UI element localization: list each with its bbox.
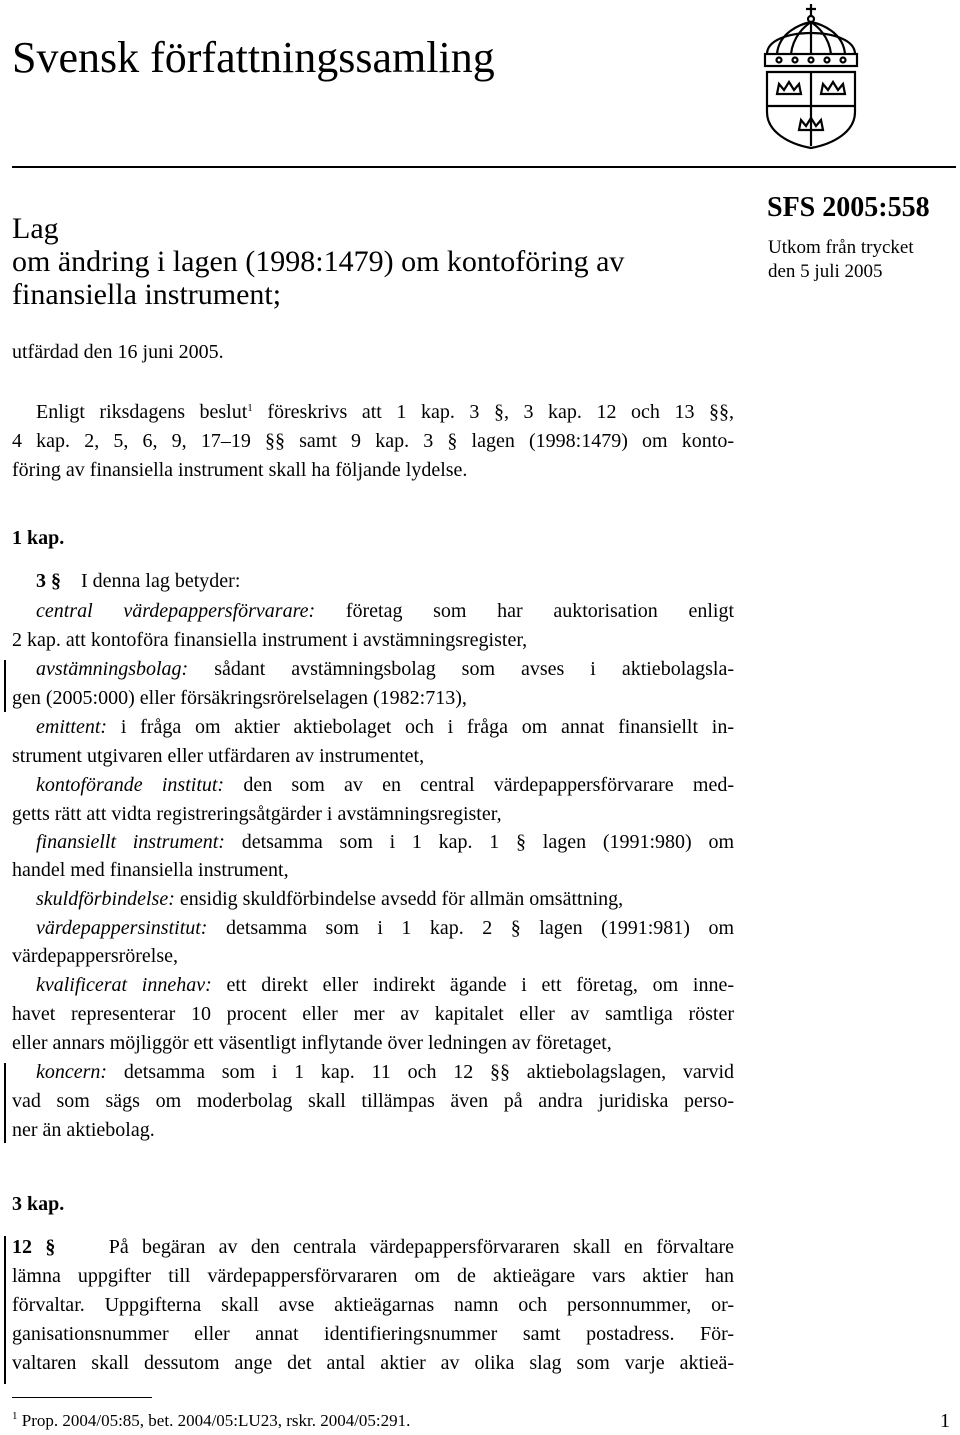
definition-text: ensidig skuldförbindelse avsedd för allmän omsättning, xyxy=(179,888,624,910)
definition-line xyxy=(36,914,734,943)
definition-term: avstämningsbolag: xyxy=(36,658,189,680)
sfs-number: SFS 2005:558 xyxy=(767,192,930,223)
definition-text: ett direkt eller indirekt ägande i ett företag, om inne- xyxy=(226,974,735,996)
definition-term: emittent: xyxy=(36,716,108,738)
change-bar xyxy=(4,1236,6,1384)
section-text: På begäran av den centrala värdepappersförvararen skall en förvaltare xyxy=(108,1236,734,1258)
definition-term: finansiellt instrument: xyxy=(36,831,225,853)
definition-line: havet representerar 10 procent eller mer av kapitalet eller av samtliga röster xyxy=(12,1003,734,1025)
preamble-text: Enligt riksdagens beslut xyxy=(36,401,248,423)
definition-line xyxy=(36,597,734,626)
change-bar xyxy=(4,1063,6,1143)
definition-term: kontoförande institut: xyxy=(36,774,225,796)
definition-term: central värdepappersförvarare: xyxy=(36,600,316,622)
definition-line: värdepappersrörelse, xyxy=(12,945,179,967)
definition-line xyxy=(36,885,734,914)
section-intro-text: I denna lag betyder: xyxy=(81,570,241,592)
preamble-line: föring av finansiella instrument skall ha följande lydelse. xyxy=(12,459,468,481)
law-title xyxy=(12,212,624,311)
definition-term: koncern: xyxy=(36,1061,108,1083)
law-title-line: Lag xyxy=(12,212,59,245)
definition-text: detsamma som i 1 kap. 1 § lagen (1991:980) om xyxy=(241,831,735,853)
chapter-heading: 3 kap. xyxy=(12,1193,65,1215)
law-title-line: finansiella instrument; xyxy=(12,278,282,311)
published-line: Utkom från trycket xyxy=(768,237,914,258)
footnote-reference[interactable]: 1 xyxy=(247,402,253,414)
definition-line: eller annars möjliggör ett väsentligt inflytande över ledningen av företaget, xyxy=(12,1032,612,1054)
definition-line: gen (2005:000) eller försäkringsrörelselagen (1982:713), xyxy=(12,687,467,709)
section-number: 12 § xyxy=(12,1236,56,1258)
preamble-line xyxy=(36,398,734,427)
header-divider xyxy=(12,166,956,168)
definition-line xyxy=(36,1058,734,1087)
definition-line xyxy=(36,828,734,857)
definition-line xyxy=(36,971,734,1000)
preamble-text: föreskrivs att 1 kap. 3 §, 3 kap. 12 och 13 §§, xyxy=(252,401,734,423)
footnote-divider xyxy=(12,1397,152,1398)
change-bar xyxy=(4,660,6,712)
swedish-coat-of-arms-crown-icon xyxy=(757,2,865,150)
publication-title: Svensk författningssamling xyxy=(12,33,495,82)
definition-term: skuldförbindelse: xyxy=(36,888,175,910)
footnote xyxy=(12,1410,410,1432)
published-line: den 5 juli 2005 xyxy=(768,261,883,282)
definition-line: 2 kap. att kontoföra finansiella instrument i avstämningsregister, xyxy=(12,629,528,651)
section-line: lämna uppgifter till värdepappersförvararen om de aktieägare vars aktier han xyxy=(12,1265,734,1287)
definition-line: getts rätt att vidta registreringsåtgärder i avstämningsregister, xyxy=(12,803,502,825)
definition-term: värdepappersinstitut: xyxy=(36,917,208,939)
definition-line xyxy=(36,713,734,742)
section-number: 3 § xyxy=(36,570,61,592)
definition-text: detsamma som i 1 kap. 2 § lagen (1991:981) om xyxy=(225,917,734,939)
section-line: förvaltar. Uppgifterna skall avse aktieägarnas namn och personnummer, or- xyxy=(12,1294,734,1316)
definition-text: sådant avstämningsbolag som avses i aktiebolagsla- xyxy=(214,658,734,680)
definition-line: ner än aktiebolag. xyxy=(12,1119,155,1141)
footnote-text: Prop. 2004/05:85, bet. 2004/05:LU23, rskr. 2004/05:291. xyxy=(17,1411,411,1430)
definition-text: i fråga om aktier aktiebolaget och i fråga om annat finansiellt in- xyxy=(120,716,735,738)
footnote-mark: 1 xyxy=(12,1410,18,1422)
definition-line xyxy=(36,655,734,684)
section-line xyxy=(12,1233,734,1262)
definition-text: företag som har auktorisation enligt xyxy=(345,600,735,622)
issued-date: utfärdad den 16 juni 2005. xyxy=(12,341,224,363)
publication-date xyxy=(768,236,914,284)
preamble-line: 4 kap. 2, 5, 6, 9, 17–19 §§ samt 9 kap. 3 § lagen (1998:1479) om konto- xyxy=(12,430,734,452)
chapter-heading: 1 kap. xyxy=(12,527,65,549)
section-line: valtaren skall dessutom ange det antal aktier av olika slag som varje aktieä- xyxy=(12,1352,734,1374)
definition-line: handel med finansiella instrument, xyxy=(12,859,289,881)
definition-line: vad som sägs om moderbolag skall tillämpas även på andra juridiska perso- xyxy=(12,1090,734,1112)
definition-text: detsamma som i 1 kap. 11 och 12 §§ aktiebolagslagen, varvid xyxy=(123,1061,735,1083)
section-intro xyxy=(36,567,734,596)
page-number: 1 xyxy=(940,1410,950,1432)
definition-line: strument utgivaren eller utfärdaren av instrumentet, xyxy=(12,745,425,767)
section-line: ganisationsnummer eller annat identifieringsnummer samt postadress. För- xyxy=(12,1323,734,1345)
definition-line xyxy=(36,771,734,800)
definition-text: den som av en central värdepappersförvarare med- xyxy=(243,774,734,796)
definition-term: kvalificerat innehav: xyxy=(36,974,212,996)
law-title-line: om ändring i lagen (1998:1479) om kontoföring av xyxy=(12,245,625,278)
